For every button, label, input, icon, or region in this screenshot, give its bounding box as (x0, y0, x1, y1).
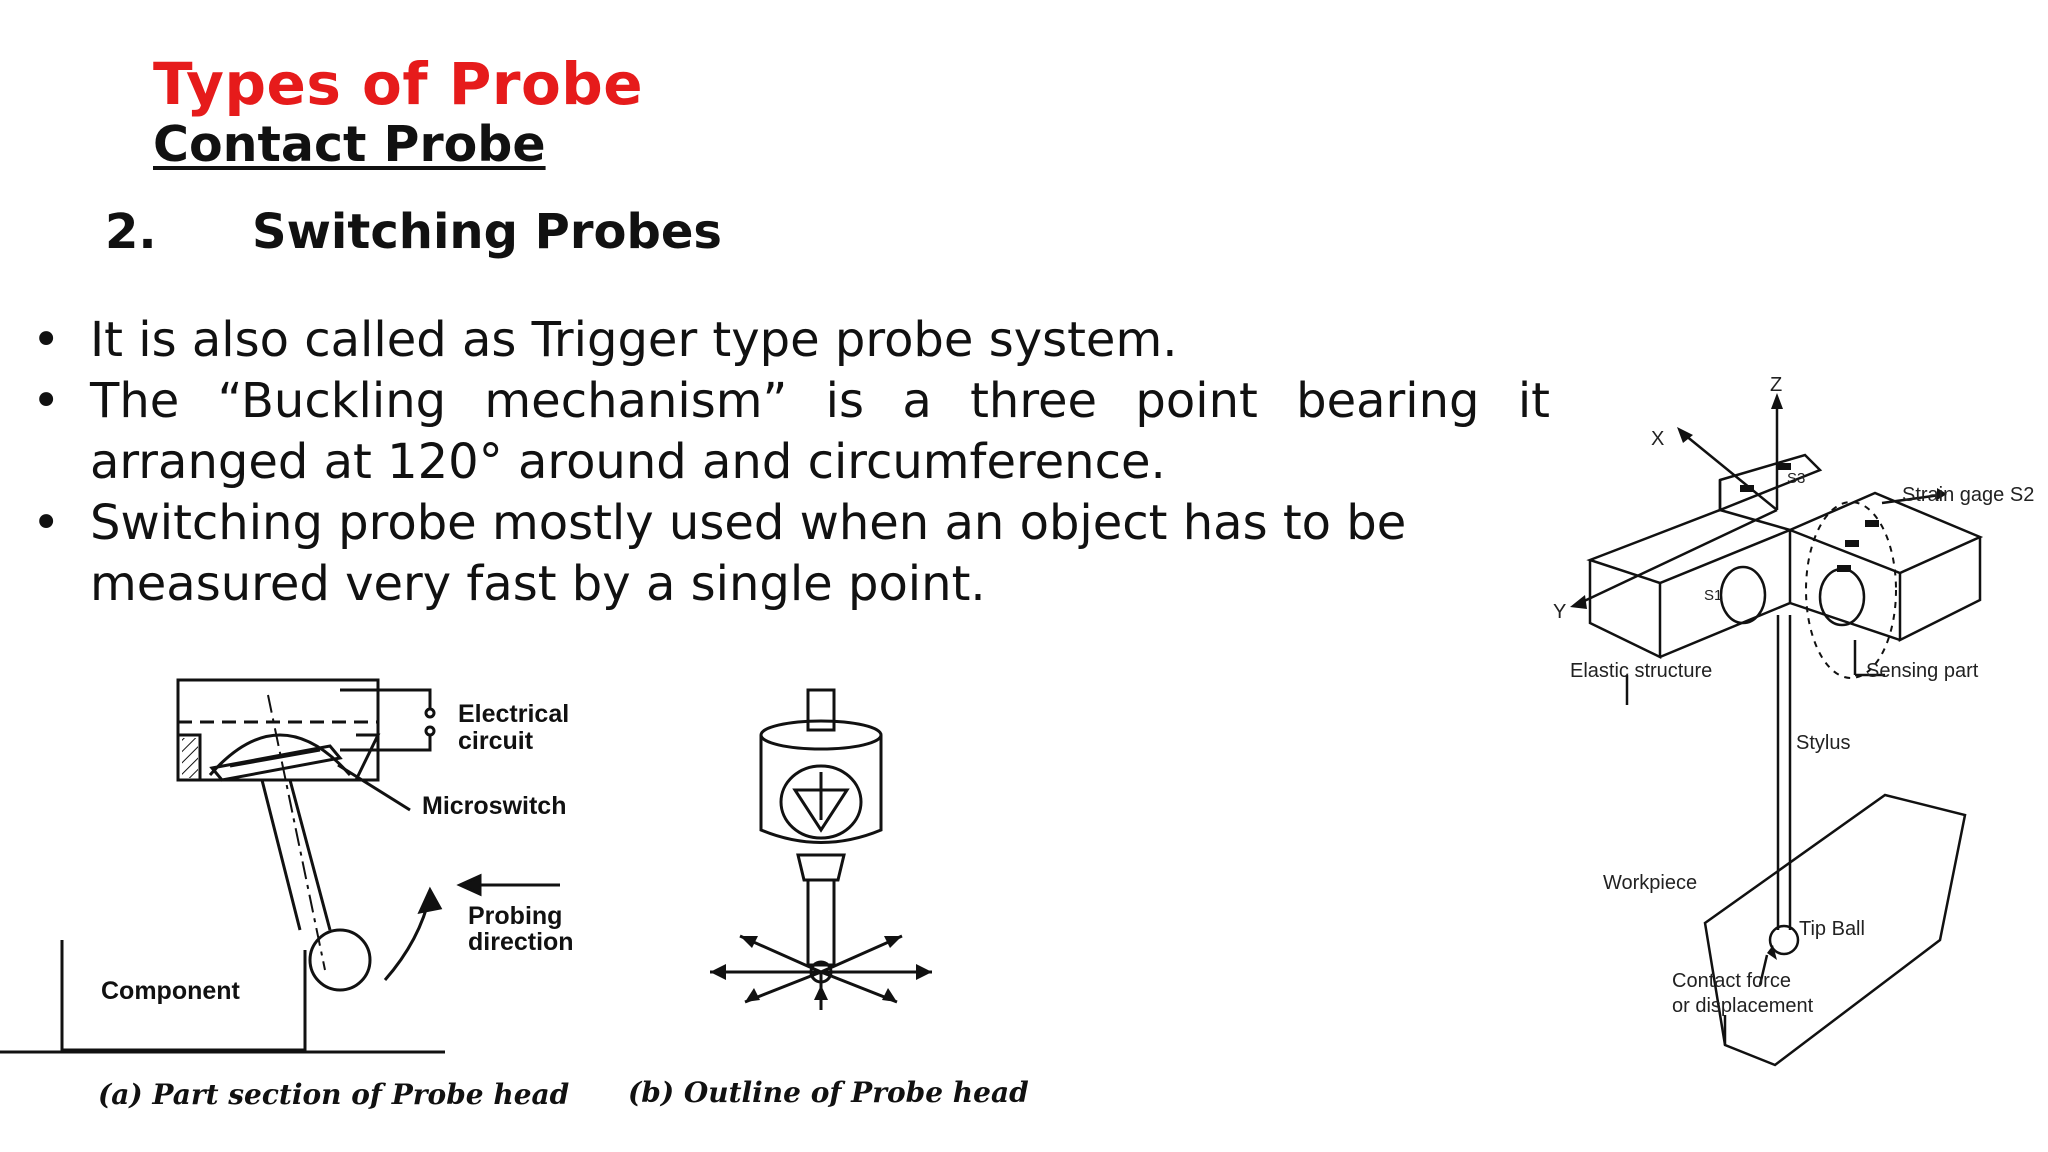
label-workpiece: Workpiece (1603, 872, 1698, 894)
label-electrical: Electrical (458, 700, 570, 728)
bullet-text: It is also called as Trigger type probe system. (90, 312, 1178, 368)
bullet-item (30, 310, 1530, 371)
label-z-axis: Z (1770, 374, 1783, 396)
section-number: 2. (105, 204, 157, 260)
label-stylus: Stylus (1796, 732, 1851, 754)
label-probing: Probing (468, 902, 563, 930)
bullet-item (30, 371, 1550, 493)
caption-b: (b) Outline of Probe head (628, 1076, 1029, 1109)
probe-head-outline-diagram (690, 680, 960, 1040)
label-or-displacement: or displacement (1672, 995, 1814, 1017)
label-s3: S3 (1787, 470, 1806, 487)
label-y-axis: Y (1553, 601, 1567, 623)
label-strain-gage: Strain gage S2 (1902, 484, 2035, 506)
bullet-item (30, 493, 1530, 615)
label-s1: S1 (1704, 587, 1723, 604)
label-component: Component (101, 977, 240, 1005)
label-circuit: circuit (458, 727, 534, 755)
label-direction: direction (468, 928, 574, 956)
bullet-list (30, 310, 1550, 615)
bullet-text: • Switching probe mostly used when an object has to be measured very fast by a single point. (90, 495, 1407, 612)
slide-title: Types of Probe (153, 50, 644, 118)
label-microswitch: Microswitch (422, 792, 567, 820)
label-x-axis: X (1651, 428, 1665, 450)
bullet-text: • The “Buckling mechanism” is a three point bearing it (90, 373, 1550, 429)
slide-subtitle: Contact Probe (153, 116, 546, 173)
section-title: Switching Probes (252, 204, 722, 260)
label-contact-force: Contact force (1672, 970, 1791, 992)
label-sensing-part: Sensing part (1866, 660, 1979, 682)
caption-a: (a) Part section of Probe head (98, 1078, 570, 1111)
label-tip-ball: Tip Ball (1799, 918, 1865, 940)
label-elastic-structure: Elastic structure (1570, 660, 1713, 682)
bullet-text-continued: arranged at 120° around and circumference. (90, 434, 1166, 490)
